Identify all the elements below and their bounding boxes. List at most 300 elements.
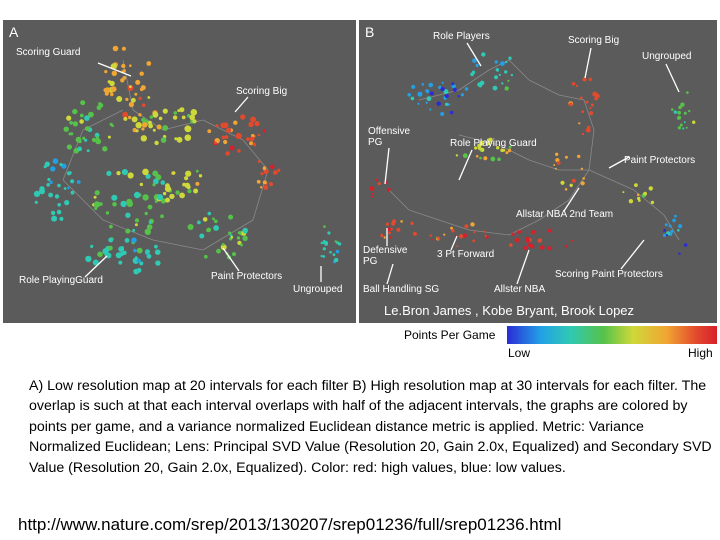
network-node (461, 93, 464, 96)
network-node (257, 180, 261, 184)
network-node (666, 234, 668, 236)
network-node (121, 246, 124, 249)
network-node (682, 127, 684, 129)
network-node (135, 218, 139, 222)
network-node (565, 156, 568, 159)
network-node (669, 225, 672, 228)
network-node (678, 252, 680, 254)
network-node (333, 253, 336, 256)
network-node (192, 119, 196, 123)
label-b-role-playing-guard: Role Playing Guard (450, 138, 537, 149)
source-url: http://www.nature.com/srep/2013/130207/srep01236/full/srep01236.html (18, 515, 562, 534)
network-node (410, 222, 413, 225)
network-node (214, 142, 217, 145)
network-node (540, 245, 544, 249)
network-node (159, 117, 163, 121)
label-b-offensive-pg: Offensive PG (368, 126, 411, 148)
network-node (203, 217, 208, 222)
network-node (380, 234, 383, 237)
network-node (413, 232, 417, 236)
legend-title: Points Per Game (404, 328, 496, 342)
network-node (196, 170, 199, 173)
network-node (523, 246, 527, 250)
network-node (417, 92, 422, 97)
network-node (216, 124, 219, 127)
network-node (534, 231, 536, 233)
label-pointer-line (621, 240, 644, 269)
network-node (108, 246, 113, 251)
network-node (131, 98, 136, 103)
network-node (378, 182, 381, 185)
network-node (185, 171, 191, 177)
network-node (142, 122, 148, 128)
network-node (225, 151, 229, 155)
network-node (571, 240, 573, 242)
network-node (199, 174, 202, 177)
network-node (90, 245, 93, 248)
player-names-caption: Le.Bron James , Kobe Bryant, Brook Lopez (384, 303, 635, 318)
network-edge (153, 240, 203, 250)
figure-description: A) Low resolution map at 20 intervals for each filter B) High resolution map at 30 intervals for each filter. The overlap is such at that each interval overlaps with half of the adjacent intervals, the graphs are colored by points per game, and a variance normalized Euclidean distance metric is applied. Metric: Variance Normalized Euclidean; Lens: Principal SVD Value (Resolution 20, Gain 2.0x, Equalized) and Secondary SVD Value (Resolution 20, Gain 2.0x, Equalized). Color: red: high values, blue: low values. (29, 378, 712, 476)
network-node (671, 108, 674, 111)
network-node (112, 71, 117, 76)
network-node (505, 61, 507, 63)
network-node (108, 136, 111, 139)
network-node (237, 236, 240, 239)
label-b-defensive-pg: Defensive PG (363, 245, 408, 267)
network-node (220, 123, 226, 129)
network-node (69, 132, 72, 135)
network-node (230, 146, 235, 151)
network-node (222, 243, 225, 246)
network-node (128, 116, 131, 119)
network-node (680, 103, 684, 107)
network-node (76, 138, 79, 141)
network-node (125, 238, 130, 243)
network-node (49, 181, 52, 184)
network-node (138, 113, 141, 116)
network-node (445, 103, 448, 106)
network-node (663, 229, 666, 232)
network-node (324, 241, 328, 245)
network-node (163, 192, 166, 195)
network-node (118, 261, 122, 265)
network-node (95, 139, 101, 145)
network-node (649, 186, 653, 190)
label-pointer-line (451, 236, 457, 250)
network-node (80, 100, 85, 105)
network-node (517, 231, 520, 234)
label-pointer-line (564, 188, 579, 211)
network-node (46, 183, 50, 187)
network-node (141, 118, 145, 122)
network-node (105, 87, 111, 93)
network-node (505, 86, 509, 90)
network-node (97, 252, 103, 258)
network-node (677, 229, 680, 232)
network-node (122, 112, 128, 118)
color-scale-bar (507, 326, 717, 344)
network-node (495, 60, 498, 63)
network-node (195, 182, 199, 186)
network-node (253, 143, 256, 146)
network-node (263, 185, 268, 190)
network-node (580, 97, 583, 100)
network-node (207, 129, 211, 133)
network-node (212, 218, 215, 221)
network-node (477, 82, 481, 86)
network-node (106, 171, 111, 176)
network-node (497, 158, 501, 162)
network-node (389, 236, 392, 239)
network-node (509, 243, 513, 247)
network-node (464, 224, 468, 228)
network-node (589, 107, 591, 109)
network-node (64, 127, 69, 132)
network-node (505, 151, 508, 154)
network-node (104, 70, 107, 73)
network-node (116, 96, 122, 102)
network-node (174, 111, 178, 115)
network-node (94, 201, 100, 207)
network-edge (253, 170, 268, 220)
network-node (511, 233, 514, 236)
network-node (146, 61, 151, 66)
network-node (73, 121, 78, 126)
network-node (226, 128, 231, 133)
network-node (663, 234, 666, 237)
network-node (386, 223, 389, 226)
network-node (473, 231, 475, 233)
network-node (136, 129, 139, 132)
network-node (126, 199, 132, 205)
network-node (643, 192, 647, 196)
network-node (112, 202, 117, 207)
network-node (87, 149, 90, 152)
network-node (120, 78, 124, 82)
network-node (388, 232, 391, 235)
network-node (232, 252, 236, 256)
network-node (77, 147, 82, 152)
network-node (242, 228, 248, 234)
network-node (678, 126, 681, 129)
network-node (175, 190, 179, 194)
network-node (684, 112, 687, 115)
network-node (672, 219, 676, 223)
network-node (122, 169, 128, 175)
network-node (120, 201, 126, 207)
label-pointer-line (223, 248, 239, 271)
network-node (572, 82, 575, 85)
network-node (216, 249, 221, 254)
network-node (321, 255, 323, 257)
network-node (260, 186, 262, 188)
network-node (45, 162, 50, 167)
network-node (50, 166, 55, 171)
network-node (263, 166, 266, 169)
network-node (555, 153, 558, 156)
network-node (152, 183, 155, 186)
network-node (185, 134, 192, 141)
network-node (637, 194, 640, 197)
panel-b-letter: B (365, 24, 375, 40)
network-node (589, 111, 593, 115)
network-node (445, 94, 449, 98)
network-node (250, 117, 256, 123)
network-node (577, 155, 580, 158)
network-node (70, 179, 74, 183)
network-node (431, 239, 433, 241)
network-node (113, 46, 119, 52)
network-edge (439, 220, 469, 230)
network-node (169, 194, 174, 199)
network-node (84, 115, 90, 121)
network-node (148, 121, 152, 125)
network-node (684, 243, 688, 247)
network-node (182, 183, 186, 187)
network-node (71, 191, 75, 195)
network-node (496, 68, 499, 71)
network-node (134, 93, 137, 96)
network-node (249, 141, 253, 145)
network-node (634, 183, 638, 187)
network-node (140, 72, 144, 76)
network-edge (509, 60, 529, 80)
network-node (152, 171, 158, 177)
network-node (48, 193, 53, 198)
network-node (483, 156, 487, 160)
network-node (125, 98, 128, 101)
network-node (565, 188, 568, 191)
network-node (578, 122, 580, 124)
network-node (260, 172, 263, 175)
network-node (651, 201, 654, 204)
network-node (258, 134, 261, 137)
label-pointer-line (235, 97, 248, 112)
network-node (242, 236, 247, 241)
network-node (456, 154, 458, 156)
network-node (184, 125, 191, 132)
network-node (84, 139, 87, 142)
network-node (133, 249, 137, 253)
network-node (102, 146, 107, 151)
network-node (145, 212, 148, 215)
network-node (440, 112, 444, 116)
network-node (134, 192, 140, 198)
network-node (147, 224, 153, 230)
network-node (165, 198, 170, 203)
network-node (470, 72, 474, 76)
network-node (141, 127, 144, 130)
network-node (125, 229, 130, 234)
network-node (179, 193, 185, 199)
network-node (225, 135, 229, 139)
network-node (51, 211, 55, 215)
network-node (67, 187, 70, 190)
network-node (66, 116, 71, 121)
network-node (680, 124, 683, 127)
network-node (582, 177, 585, 180)
network-node (499, 74, 501, 76)
network-node (132, 116, 138, 122)
network-node (428, 83, 433, 88)
network-node (463, 153, 468, 158)
network-node (233, 121, 237, 125)
network-node (57, 210, 62, 215)
network-node (458, 95, 460, 97)
network-node (94, 207, 97, 210)
label-a-scoring-big: Scoring Big (236, 86, 288, 97)
network-node (165, 183, 170, 188)
network-node (481, 52, 485, 56)
network-node (85, 126, 90, 131)
label-b-paint-protectors: Paint Protectors (624, 155, 696, 166)
network-node (238, 231, 241, 234)
network-node (236, 133, 242, 139)
network-node (67, 144, 72, 149)
network-node (208, 212, 212, 216)
network-node (456, 245, 458, 247)
network-node (161, 180, 166, 185)
label-pointer-line (585, 48, 591, 78)
network-node (459, 234, 463, 238)
network-node (581, 181, 585, 185)
network-node (228, 215, 233, 220)
network-node (137, 248, 143, 254)
network-node (686, 91, 689, 94)
network-node (55, 194, 59, 198)
network-node (407, 93, 411, 97)
label-b-allstar-2nd-team: Allstar NBA 2nd Team (516, 209, 614, 220)
network-node (688, 110, 690, 112)
network-node (334, 258, 338, 262)
network-node (148, 205, 153, 210)
network-node (206, 229, 210, 233)
network-node (443, 234, 445, 236)
network-node (131, 238, 136, 243)
network-node (80, 114, 84, 118)
network-node (591, 104, 594, 107)
network-node (214, 220, 218, 224)
network-node (34, 191, 40, 197)
network-node (430, 234, 432, 236)
network-node (141, 135, 147, 141)
network-node (429, 108, 431, 110)
network-node (427, 96, 432, 101)
network-node (187, 189, 191, 193)
network-node (594, 97, 598, 101)
network-node (177, 137, 183, 143)
network-node (483, 231, 485, 233)
network-edge (589, 170, 634, 190)
network-node (323, 225, 326, 228)
network-edge (419, 90, 459, 100)
network-node (677, 111, 681, 115)
network-node (222, 136, 226, 140)
network-node (160, 214, 164, 218)
network-node (670, 230, 673, 233)
network-node (150, 115, 153, 118)
network-node (485, 235, 487, 237)
label-b-scoring-big: Scoring Big (568, 35, 620, 46)
network-node (57, 184, 61, 188)
network-node (572, 179, 576, 183)
network-node (177, 109, 180, 112)
network-node (470, 222, 474, 226)
network-node (140, 88, 144, 92)
network-node (111, 86, 117, 92)
network-node (149, 221, 152, 224)
network-node (376, 179, 379, 182)
network-node (153, 112, 159, 118)
network-node (277, 169, 280, 172)
network-node (560, 181, 564, 185)
network-node (179, 107, 184, 112)
network-node (553, 164, 555, 166)
network-node (47, 178, 50, 181)
network-node (157, 125, 162, 130)
network-node (135, 223, 138, 226)
network-node (59, 217, 63, 221)
network-node (111, 124, 114, 127)
network-node (589, 78, 592, 81)
network-edge (664, 215, 679, 240)
network-node (99, 103, 103, 107)
network-node (111, 195, 117, 201)
network-node (674, 110, 677, 113)
network-node (576, 85, 578, 87)
network-node (237, 149, 240, 152)
network-node (515, 238, 520, 243)
network-node (121, 64, 125, 68)
network-node (161, 137, 167, 143)
network-node (442, 82, 444, 84)
network-node (155, 260, 160, 265)
network-node (463, 233, 467, 237)
network-node (123, 117, 127, 121)
network-node (172, 171, 175, 174)
network-node (437, 102, 441, 106)
network-node (570, 184, 573, 187)
network-node (64, 187, 67, 190)
network-node (417, 103, 419, 105)
network-node (476, 155, 479, 158)
network-node (250, 137, 255, 142)
network-node (411, 97, 415, 101)
network-node (240, 243, 243, 246)
network-node (35, 201, 38, 204)
network-node (240, 114, 245, 119)
network-node (59, 163, 62, 166)
label-b-ungrouped: Ungrouped (642, 51, 692, 62)
network-node (57, 203, 61, 207)
network-node (135, 80, 140, 85)
network-node (85, 256, 91, 262)
legend-low-label: Low (508, 346, 531, 360)
network-node (269, 182, 273, 186)
label-pointer-line (387, 264, 393, 284)
network-node (199, 234, 204, 239)
legend-high-label: High (688, 346, 713, 360)
network-node (508, 57, 511, 60)
network-node (321, 242, 324, 245)
network-node (684, 121, 686, 123)
network-node (53, 158, 59, 164)
network-node (491, 157, 496, 162)
network-node (557, 161, 561, 165)
network-node (504, 70, 507, 73)
network-node (125, 213, 130, 218)
